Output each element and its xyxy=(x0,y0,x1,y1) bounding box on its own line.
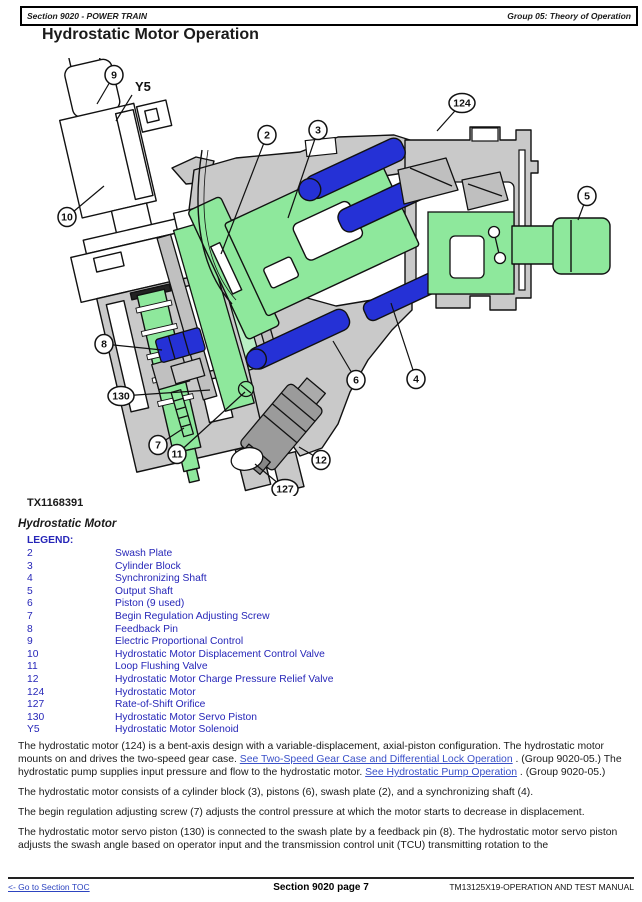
paragraph-text: The hydrostatic motor consists of a cylinder block (3), pistons (6), swash plate (2), and a synchronizing shaft (4). xyxy=(18,787,534,798)
footer-rule xyxy=(8,877,634,879)
page-title: Hydrostatic Motor Operation xyxy=(42,26,259,43)
legend-label: Swash Plate xyxy=(115,548,173,559)
callout-number-9: 9 xyxy=(111,69,117,82)
go-to-section-toc-link[interactable]: <- Go to Section TOC xyxy=(8,882,90,892)
legend-key: 3 xyxy=(27,560,33,572)
legend-key: 2 xyxy=(27,548,33,559)
page-footer xyxy=(8,882,634,893)
legend-key: 8 xyxy=(27,623,33,635)
legend-key: Y5 xyxy=(27,724,40,736)
legend-row xyxy=(27,699,333,712)
legend-label: Piston (9 used) xyxy=(115,598,185,610)
legend-label: Hydrostatic Motor Solenoid xyxy=(115,724,239,736)
legend-row xyxy=(27,561,333,574)
legend-row xyxy=(27,611,333,624)
footer-manual-id: TM13125X19-OPERATION AND TEST MANUAL xyxy=(449,882,635,892)
legend-row xyxy=(27,674,333,687)
paragraph-text: The hydrostatic motor (124) is a bent-axis design with a variable-displacement, axial-piston configuration. The hydrostatic motor mounts on and drives the two-speed gear case. xyxy=(18,741,605,765)
callout-number-127: 127 xyxy=(276,483,294,496)
output-end-block xyxy=(428,212,514,294)
legend-label: Hydrostatic Motor xyxy=(115,686,196,698)
loop-flushing-valve xyxy=(239,382,254,397)
legend-row xyxy=(27,573,333,586)
legend-row xyxy=(27,649,333,662)
paragraph-text: The begin regulation adjusting screw (7) adjusts the control pressure at which the motor starts to decrease in displacement. xyxy=(18,807,585,818)
paragraph xyxy=(18,806,630,819)
legend-row xyxy=(27,598,333,611)
legend-key: 11 xyxy=(27,661,38,673)
callout-label-Y5: Y5 xyxy=(135,79,151,94)
legend-key: 6 xyxy=(27,598,33,610)
callout-number-11: 11 xyxy=(171,448,183,461)
legend-label: Hydrostatic Motor Displacement Control Valve xyxy=(115,648,325,660)
header-group-label: Group 05: Theory of Operation xyxy=(507,11,631,21)
legend-row xyxy=(27,712,333,725)
legend-label: Synchronizing Shaft xyxy=(115,573,207,585)
callout-number-8: 8 xyxy=(101,338,107,351)
paragraph xyxy=(18,740,630,779)
legend-label: Feedback Pin xyxy=(115,623,178,635)
legend-row xyxy=(27,636,333,649)
legend-rows xyxy=(27,548,333,737)
legend-row xyxy=(27,548,333,561)
legend-row xyxy=(27,724,333,737)
callout-number-7: 7 xyxy=(155,439,161,452)
callout-number-3: 3 xyxy=(315,124,321,137)
callout-number-10: 10 xyxy=(61,211,73,224)
header-section-label: Section 9020 - POWER TRAIN xyxy=(27,11,147,21)
callout-number-12: 12 xyxy=(315,454,327,467)
legend-key: 10 xyxy=(27,648,39,660)
callout-number-6: 6 xyxy=(353,374,359,387)
legend-label: Output Shaft xyxy=(115,585,173,597)
callout-number-130: 130 xyxy=(112,390,130,403)
body-text xyxy=(18,740,630,859)
legend-label: Electric Proportional Control xyxy=(115,636,244,648)
paragraph-text: . (Group 9020-05.) xyxy=(517,767,606,778)
legend-key: 9 xyxy=(27,636,33,648)
legend-heading: LEGEND: xyxy=(27,535,74,546)
legend-row xyxy=(27,661,333,674)
callout-number-124: 124 xyxy=(453,97,471,110)
callout-number-2: 2 xyxy=(264,129,270,142)
legend-key: 127 xyxy=(27,699,45,711)
legend-row xyxy=(27,624,333,637)
legend-key: 130 xyxy=(27,711,45,723)
legend-label: Hydrostatic Motor Charge Pressure Relief Valve xyxy=(115,673,334,685)
footer-page-number: Section 9020 page 7 xyxy=(273,882,369,893)
legend-label: Cylinder Block xyxy=(115,560,181,572)
legend-key: 12 xyxy=(27,673,39,685)
paragraph xyxy=(18,826,630,852)
inline-link[interactable]: See Hydrostatic Pump Operation xyxy=(365,767,518,778)
inline-link[interactable]: See Two-Speed Gear Case and Differential Lock Operation xyxy=(239,754,513,765)
legend-row xyxy=(27,687,333,700)
paragraph-text: . (Group 9020-05.) The hydrostatic pump supplies input pressure and flow to the hydrostatic motor. xyxy=(18,754,622,778)
legend-label: Begin Regulation Adjusting Screw xyxy=(115,610,270,622)
callout-number-5: 5 xyxy=(584,190,590,203)
legend-key: 4 xyxy=(27,573,33,585)
callout-number-4: 4 xyxy=(413,373,419,386)
hydrostatic-motor-diagram xyxy=(0,58,642,496)
legend-label: Loop Flushing Valve xyxy=(115,661,208,673)
legend-key: 124 xyxy=(27,686,45,698)
paragraph xyxy=(18,786,630,799)
page-header xyxy=(20,6,638,26)
figure-caption: Hydrostatic Motor xyxy=(18,518,117,530)
legend-label: Rate-of-Shift Orifice xyxy=(115,699,206,711)
legend-row xyxy=(27,586,333,599)
legend-key: 7 xyxy=(27,610,33,622)
figure-id: TX1168391 xyxy=(27,497,84,509)
legend-label: Hydrostatic Motor Servo Piston xyxy=(115,711,257,723)
legend-key: 5 xyxy=(27,585,33,597)
legend xyxy=(27,535,333,737)
paragraph-text: The hydrostatic motor servo piston (130) is connected to the swash plate by a feedback pin (8). The hydrostatic motor servo piston adjusts the swash angle based on operator input and the transmission control unit (TCU) transmitting rotation to the xyxy=(18,827,618,851)
